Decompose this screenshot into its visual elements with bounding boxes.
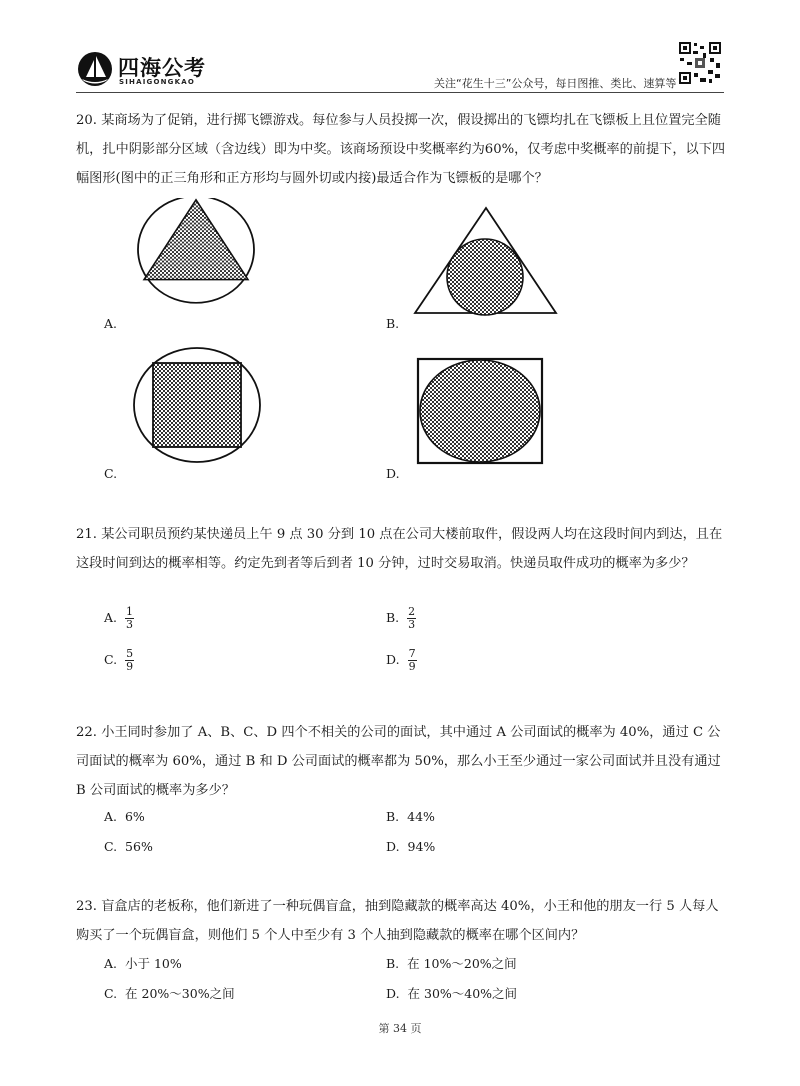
denominator: 9 (126, 660, 134, 673)
fraction (125, 648, 134, 673)
denominator: 3 (408, 618, 416, 631)
option-d[interactable] (386, 648, 417, 673)
option-text: 小于 10% (124, 956, 182, 971)
header-divider (76, 92, 724, 93)
option-b[interactable] (386, 809, 435, 824)
option-d[interactable] (386, 984, 517, 1002)
numerator: 2 (408, 605, 416, 618)
option-a[interactable] (104, 606, 134, 631)
numerator: 1 (126, 605, 134, 618)
question-number: 21. (76, 527, 97, 542)
figure-label-a: A. (104, 316, 118, 331)
question-20 (76, 106, 726, 193)
option-d[interactable] (386, 839, 435, 854)
option-c[interactable] (104, 839, 153, 854)
option-label: A. (104, 956, 118, 971)
numerator: 7 (408, 647, 416, 660)
option-label: C. (104, 652, 118, 667)
figure-label-b: B. (386, 316, 400, 331)
option-text: 在 30%～40%之间 (407, 986, 518, 1001)
option-a[interactable] (104, 809, 145, 824)
fraction (408, 648, 417, 673)
figure-label-c: C. (104, 466, 118, 481)
question-text: 小王同时参加了 A、B、C、D 四个不相关的公司的面试，其中通过 A 公司面试的概率为 40%，通过 C 公司面试的概率为 60%，通过 B 和 D 公司面试的概率都为 50%，那么小王至少通过一家公司面试并且没有通过 B 公司面试的概率为多少？ (76, 725, 721, 798)
fraction (407, 606, 416, 631)
question-number: 22. (76, 725, 97, 740)
option-label: D. (386, 839, 400, 854)
option-text: 6% (124, 809, 145, 824)
option-b[interactable] (386, 606, 416, 631)
question-text: 某公司职员预约某快递员上午 9 点 30 分到 10 点在公司大楼前取件，假设两人均在这段时间内到达，且在这段时间到达的概率相等。约定先到者等后到者 10 分钟，过时交易取消。快递员取件成功的概率为多少？ (76, 527, 723, 571)
option-label: A. (104, 809, 118, 824)
question-21 (76, 520, 726, 578)
question-number: 23. (76, 899, 97, 914)
option-label: D. (386, 986, 400, 1001)
question-23 (76, 892, 726, 950)
option-text: 56% (125, 839, 153, 854)
option-c[interactable] (104, 984, 235, 1002)
question-22 (76, 718, 726, 805)
page-number: 第 34 页 (378, 1022, 422, 1035)
header-slogan: 关注“花生十三”公众号，每日图推、类比、速算等 (434, 77, 677, 90)
denominator: 9 (408, 660, 416, 673)
option-c[interactable] (104, 648, 134, 673)
question-text: 盲盒店的老板称，他们新进了一种玩偶盲盒，抽到隐藏款的概率高达 40%，小王和他的朋友一行 5 人每人购买了一个玩偶盲盒，则他们 5 个人中至少有 3 个人抽到隐藏款的概率在哪个区间内？ (76, 899, 719, 943)
fraction (125, 606, 134, 631)
option-label: B. (386, 956, 400, 971)
option-label: D. (386, 652, 400, 667)
option-label: C. (104, 986, 118, 1001)
question-number: 20. (76, 113, 97, 128)
page-header (0, 0, 800, 100)
figure-c-square-in-circle (131, 346, 263, 464)
option-label: B. (386, 809, 400, 824)
option-text: 在 20%～30%之间 (125, 986, 235, 1001)
figure-d-circle-in-square (416, 357, 544, 465)
option-b[interactable] (386, 954, 517, 972)
option-label: C. (104, 839, 118, 854)
question-text: 某商场为了促销，进行掷飞镖游戏。每位参与人员投掷一次，假设掷出的飞镖均扎在飞镖板上且位置完全随机，扎中阴影部分区域（含边线）即为中奖。该商场预设中奖概率约为60%，仅考虑中奖概率的前提下，以下四幅图形(图中的正三角形和正方形均与圆外切或内接)最适合作为飞镖板的是哪个？ (76, 113, 726, 186)
option-text: 在 10%～20%之间 (407, 956, 517, 971)
figure-b-circle-in-triangle (412, 205, 560, 317)
option-label: A. (104, 610, 118, 625)
denominator: 3 (126, 618, 134, 631)
numerator: 5 (126, 647, 134, 660)
option-text: 94% (407, 839, 436, 854)
option-label: B. (386, 610, 400, 625)
brand-pinyin: SIHAIGONGKAO (119, 78, 196, 86)
brand-name: 四海公考 (118, 56, 206, 80)
qr-code-icon[interactable] (678, 41, 722, 85)
figure-a-triangle-in-circle (130, 198, 262, 304)
figure-label-d: D. (386, 466, 400, 481)
sailboat-logo-icon (76, 50, 114, 88)
option-text: 44% (407, 809, 435, 824)
option-a[interactable] (104, 954, 182, 972)
